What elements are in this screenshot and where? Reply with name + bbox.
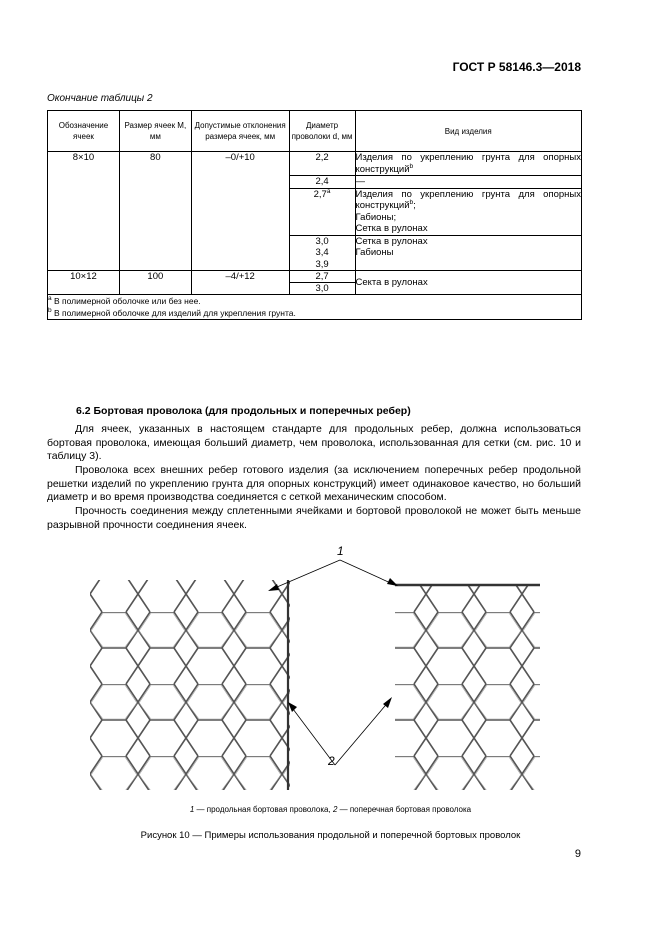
footnote-mark: a: [326, 187, 331, 195]
wire-mesh-figure: [90, 540, 560, 810]
note-text: В полимерной оболочке для изделий для укрепления грунта.: [51, 308, 296, 318]
footnote-mark: b: [48, 307, 52, 314]
paragraph: Прочность соединения между сплетенными ячейками и бортовой проволокой не может быть меньше разрывной прочности соединения ячеек.: [47, 505, 581, 531]
cell-product: —: [355, 176, 582, 189]
cell-designation: 10×12: [48, 271, 120, 295]
table-note: [48, 307, 581, 319]
diameter-value: 2,7: [313, 188, 327, 200]
cell-diameter: 2,4: [289, 176, 355, 189]
cell-size: 80: [119, 152, 191, 271]
cell-diameter: 2,7: [289, 271, 355, 283]
mesh-left: [90, 580, 290, 790]
callout-label-1: 1: [337, 544, 344, 558]
page-number: 9: [574, 848, 581, 860]
product-extra: Габионы;: [355, 211, 397, 223]
legend-text: — продольная бортовая проволока,: [194, 805, 333, 814]
paragraph: Проволока всех внешних ребер готового изделия (за исключением поперечных ребер продольной решетки изделий по укреплению грунта для опорных конструкций) имеет одинаковое качество, но больший диаметр и во время производства соединяется с сеткой механическим способом.: [47, 464, 581, 503]
footnote-mark: b: [409, 199, 414, 206]
cell-diameter: 3,0: [289, 283, 355, 295]
table-note: [48, 295, 581, 307]
figure-caption: Рисунок 10 — Примеры использования продольной и поперечной бортовых проволок: [140, 830, 521, 841]
table-notes-row: [48, 295, 582, 320]
cell-product: [355, 188, 582, 235]
diameter-value: 3,4: [315, 247, 329, 258]
cell-tolerance: –0/+10: [191, 152, 289, 271]
cell-tolerance: –4/+12: [191, 271, 289, 295]
diameter-value: 3,0: [315, 235, 329, 247]
product-extra: Сетка в рулонах: [355, 223, 428, 234]
callout-2: [288, 697, 392, 768]
cell-product: [355, 152, 582, 176]
document-standard-code: ГОСТ Р 58146.3—2018: [452, 60, 581, 74]
footnote-mark: a: [48, 295, 52, 302]
cell-product: Секта в рулонах: [355, 271, 582, 295]
table-row: [48, 152, 582, 176]
column-header: Диаметр проволоки d, мм: [289, 111, 355, 152]
legend-number: 2: [332, 805, 338, 814]
product-text: Изделия по укреплению грунта для опорных конструкций: [355, 152, 581, 175]
table-notes: [48, 295, 582, 320]
product-tail: ;: [413, 200, 416, 211]
cell-diameter: [289, 235, 355, 271]
section-title: 6.2 Бортовая проволока (для продольных и поперечных ребер): [76, 405, 411, 417]
note-text: В полимерной оболочке или без нее.: [51, 296, 201, 306]
cell-designation: 8×10: [48, 152, 120, 271]
cell-diameter: [289, 188, 355, 235]
footnote-mark: b: [409, 162, 414, 170]
mesh-right: [395, 585, 540, 790]
column-header: Обозначение ячеек: [48, 111, 120, 152]
legend-number: 1: [189, 805, 195, 814]
product-text: Габионы: [355, 247, 394, 258]
figure-legend: [0, 805, 661, 814]
column-header: Допустимые отклонения размера ячеек, мм: [191, 111, 289, 152]
callout-label-2: 2: [328, 754, 335, 768]
column-header: Вид изделия: [355, 111, 582, 152]
product-text: Изделия по укреплению грунта для опорных конструкций: [355, 188, 581, 211]
product-table: [47, 110, 582, 320]
column-header: Размер ячеек M, мм: [119, 111, 191, 152]
cell-size: 100: [119, 271, 191, 295]
cell-diameter: 2,2: [289, 152, 355, 176]
legend-text: — поперечная бортовая проволока: [337, 805, 472, 814]
table-caption: Окончание таблицы 2: [47, 93, 153, 104]
product-text: Сетка в рулонах: [355, 235, 428, 247]
table-row: [48, 271, 582, 283]
diameter-value: 3,9: [315, 258, 329, 270]
cell-product: [355, 235, 582, 271]
table-header-row: [48, 111, 582, 152]
paragraph: Для ячеек, указанных в настоящем стандарте для продольных ребер, должна использоваться бортовая проволока, имеющая больший диаметр, чем проволока, использованная для сетки (см. рис. 10 и таблицу 3).: [47, 423, 581, 462]
